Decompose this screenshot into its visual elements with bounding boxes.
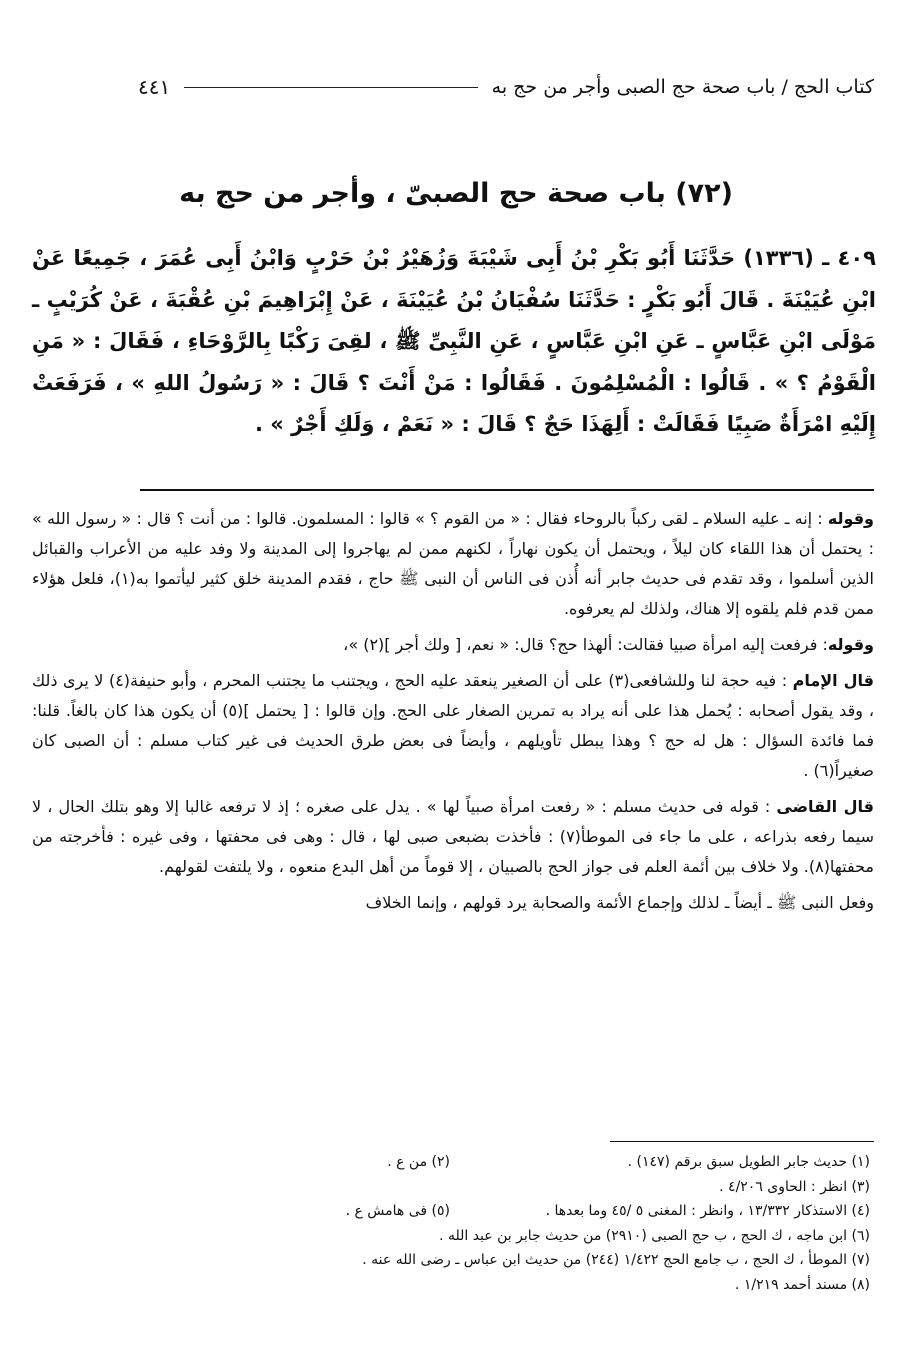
commentary-paragraph xyxy=(32,666,874,786)
footnote-row xyxy=(110,1175,870,1200)
footnote: (٦) ابن ماجه ، ك الحج ، ب حج الصبى (٢٩١٠) من حديث جابر بن عبد الله . xyxy=(439,1227,870,1244)
commentary-paragraph xyxy=(32,792,874,882)
header-rule xyxy=(184,87,477,88)
footnotes xyxy=(110,1150,870,1297)
footnote-row xyxy=(110,1150,870,1175)
footnote: (٣) انظر : الحاوى ٤/٢٠٦ . xyxy=(719,1178,870,1195)
footnote-row xyxy=(110,1224,870,1249)
footnote-row xyxy=(110,1273,870,1298)
paragraph-text: : فرفعت إليه امرأة صبيا فقالت: ألهذا حج؟ قال: « نعم، [ ولك أجر ](٢) »، xyxy=(343,635,828,654)
footnote-row xyxy=(110,1248,870,1273)
paragraph-lead: وقوله xyxy=(827,509,874,528)
paragraph-lead: قال القاضى xyxy=(776,797,875,816)
paragraph-text: : فيه حجة لنا وللشافعى(٣) على أن الصغير ينعقد عليه الحج ، ويجتنب ما يجتنب المحرم ، وأبو حنيفة(٤) لا يرى ذلك ، وقد يقول أصحابه : يُحمل هذا على أنه يراد به تمرين الصغار على الحج. وإن قالوا : [ يحتمل ](٥) أن يكون هذا كان بالغاً. قلنا: فما فائدة السؤال : هل له حج ؟ وهذا يبطل تأويلهم ، وأيضاً فى بعض طرق الحديث فى غير كتاب مسلم : أن الصبى كان صغيراً(٦) . xyxy=(32,671,875,780)
footnote: (٨) مسند أحمد ١/٢١٩ . xyxy=(734,1276,870,1293)
footnote: (٧) الموطأ ، ك الحج ، ب جامع الحج ١/٤٢٢ (٢٤٤) من حديث ابن عباس ـ رضى الله عنه . xyxy=(362,1252,870,1268)
paragraph-lead: قال الإمام xyxy=(792,671,875,690)
running-title: كتاب الحج / باب صحة حج الصبى وأجر من حج به xyxy=(491,76,874,98)
footnote-divider xyxy=(610,1141,874,1142)
page-number: ٤٤١ xyxy=(138,75,171,99)
commentary-paragraph xyxy=(32,888,874,918)
paragraph-text: وفعل النبى ﷺ ـ أيضاً ـ لذلك وإجماع الأئمة والصحابة يرد قولهم ، وإنما الخلاف xyxy=(365,893,874,912)
footnote: (٤) الاستذكار ١٣/٣٣٢ ، وانظر : المغنى ٥ /٤٥ وما بعدها . xyxy=(545,1203,870,1219)
footnote-row xyxy=(110,1199,870,1224)
commentary-paragraph xyxy=(32,630,874,660)
chapter-title: (٧٢) باب صحة حج الصبىّ ، وأجر من حج به xyxy=(179,178,733,209)
paragraph-text: : قوله فى حديث مسلم : « رفعت امرأة صبياً لها » . يدل على صغره ؛ إذ لا ترفعه غالبا إلا وهو بتلك الحال ، لا سيما رفعه بذراعه ، على ما جاء فى الموطأ(٧) : فأخذت بضبعى صبى لها ، قال : وهى فى محفتها ، وفى غيره : فأخرجته من محفتها(٨). ولا خلاف بين أئمة العلم فى جواز الحج بالصبيان ، إلا قوماً من أهل البدع منعوه ، ولا يلتفت لقولهم. xyxy=(32,797,874,876)
running-header xyxy=(138,70,874,104)
paragraph-text: : إنه ـ عليه السلام ـ لقى ركباً بالروحاء فقال : « من القوم ؟ » قالوا : المسلمون. قالوا : من أنت ؟ قال : « رسول الله » : يحتمل أن هذا اللقاء كان ليلاً ، ويحتمل أن يكون نهاراً ، لكنهم ممن لم يهاجروا إلى المدينة ولا وفد عليه من الأعراب والقبائل الذين أسلموا ، وقد تقدم فى حديث جابر أنه أُذن فى الناس أن النبى ﷺ حاج ، فقدم المدينة خلق كثير ليأتموا به(١)، فلعل هؤلاء ممن قدم فلم يلقوه إلا هناك، ولذلك لم يعرفوه. xyxy=(32,509,874,618)
footnote: (٢) من ع . xyxy=(387,1154,450,1170)
footnote: (٥) فى هامش ع . xyxy=(345,1203,450,1219)
hadith-text: ٤٠٩ ـ (١٣٣٦) حَدَّثَنَا أَبُو بَكْرِ بْنُ أَبِى شَيْبَةَ وَزُهَيْرُ بْنُ حَرْبٍ وَابْنُ أَبِى عُمَرَ ، جَمِيعًا عَنْ ابْنِ عُيَيْنَةَ . قَالَ أَبُو بَكْرٍ : حَدَّثَنَا سُفْيَانُ بْنُ عُيَيْنَةَ ، عَنْ إِبْرَاهِيمَ بْنِ عُقْبَةَ ، عَنْ كُرَيْبٍ ـ مَوْلَى ابْنِ عَبَّاسٍ ـ عَنِ ابْنِ عَبَّاسٍ ، عَنِ النَّبِىِّ ﷺ ، لقِىَ رَكْبًا بِالرَّوْحَاءِ ، فَقَالَ : « مَنِ الْقَوْمُ ؟ » . قَالُوا : الْمُسْلِمُونَ . فَقَالُوا : مَنْ أَنْتَ ؟ قَالَ : « رَسُولُ اللهِ » ، فَرَفَعَتْ إِلَيْهِ امْرَأَةٌ صَبِيًا فَقَالَتْ : أَلِهَذَا حَجٌ ؟ قَالَ : « نَعَمْ ، وَلَكِ أَجْرٌ » . xyxy=(32,246,876,436)
commentary-paragraph xyxy=(32,504,874,624)
main-divider xyxy=(140,489,874,491)
commentary xyxy=(32,504,874,924)
paragraph-lead: وقوله xyxy=(827,635,874,654)
footnote: (١) حديث جابر الطويل سبق برقم (١٤٧) . xyxy=(627,1154,870,1170)
